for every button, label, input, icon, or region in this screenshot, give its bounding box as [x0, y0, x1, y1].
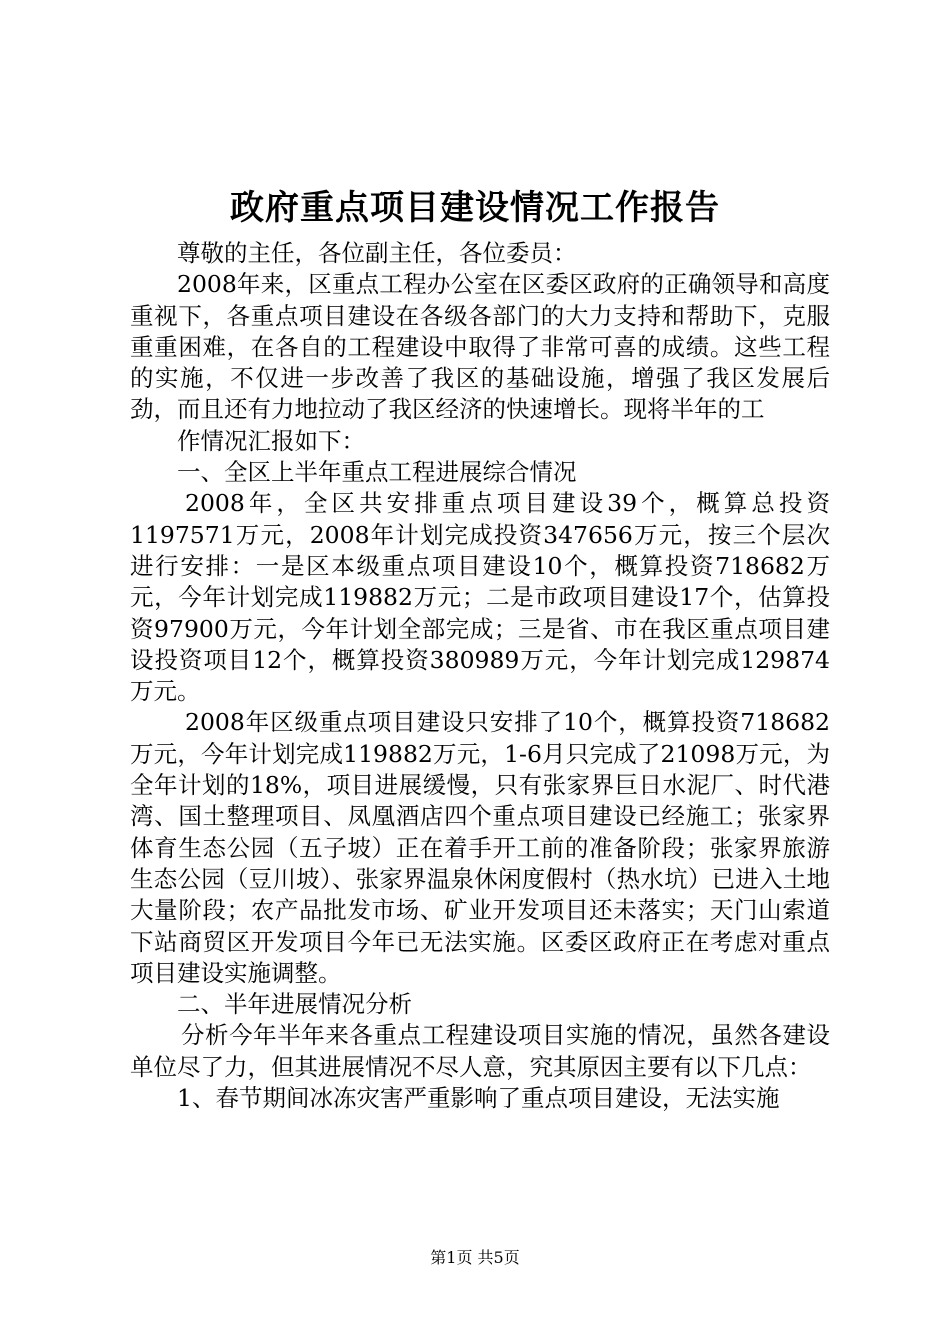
district-projects-paragraph: 2008年区级重点项目建设只安排了10个，概算投资718682万元，今年计划完成119882万元，1-6月只完成了21098万元，为全年计划的18%，项目进展缓慢，只有张家界巨日水泥厂、时代港湾、国土整理项目、凤凰酒店四个重点项目建设已经施工；张家界体育生态公园（五子坡）正在着手开工前的准备阶段；张家界旅游生态公园（豆川坡）、张家界温泉休闲度假村（热水坑）已进入土地大量阶段；农产品批发市场、矿业开发项目还未落实；天门山索道下站商贸区开发项目今年已无法实施。区委区政府正在考虑对重点项目建设实施调整。	[130, 708, 830, 987]
section-heading-1: 一、全区上半年重点工程进展综合情况	[177, 458, 577, 487]
intro-paragraph: 2008年来，区重点工程办公室在区委区政府的正确领导和高度重视下，各重点项目建设在各级各部门的大力支持和帮助下，克服重重困难，在各自的工程建设中取得了非常可喜的成绩。这些工程的实施，不仅进一步改善了我区的基础设施，增强了我区发展后劲，而且还有力地拉动了我区经济的快速增长。现将半年的工	[130, 270, 830, 424]
document-body	[130, 238, 830, 1114]
salutation-paragraph: 尊敬的主任，各位副主任，各位委员：	[177, 239, 577, 267]
page-number-footer: 第1页 共5页	[430, 1248, 520, 1267]
section-heading-2: 二、半年进展情况分析	[177, 990, 412, 1019]
overview-paragraph: 2008年，全区共安排重点项目建设39个，概算总投资1197571万元，2008年计划完成投资347656万元，按三个层次进行安排：一是区本级重点项目建设10个，概算投资718682万元，今年计划完成119882万元；二是市政项目建设17个，估算投资97900万元，今年计划全部完成；三是省、市在我区重点项目建设投资项目12个，概算投资380989万元，今年计划完成129874万元。	[130, 489, 830, 706]
intro-continuation-paragraph: 作情况汇报如下：	[177, 426, 365, 455]
point-1-paragraph: 1、春节期间冰冻灾害严重影响了重点项目建设，无法实施	[177, 1084, 780, 1113]
document-title: 政府重点项目建设情况工作报告	[230, 188, 720, 228]
analysis-paragraph: 分析今年半年来各重点工程建设项目实施的情况，虽然各建设单位尽了力，但其进展情况不尽人意，究其原因主要有以下几点：	[130, 1021, 830, 1081]
